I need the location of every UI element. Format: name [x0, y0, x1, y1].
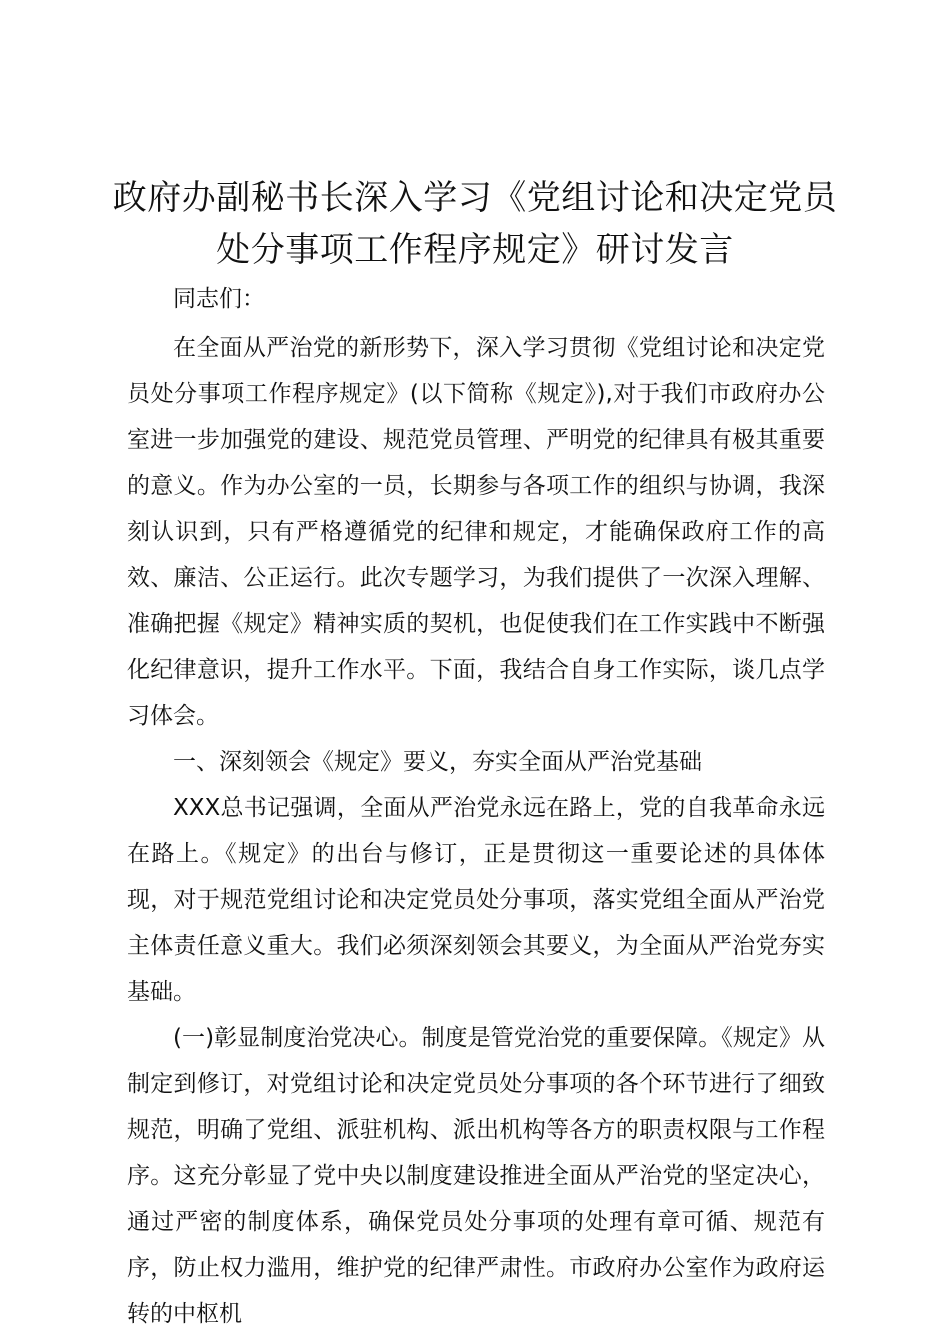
section-heading-1: 一、深刻领会《规定》要义，夯实全面从严治党基础: [173, 749, 702, 775]
paragraph-intro: 在全面从严治党的新形势下，深入学习贯彻《党组讨论和决定党员处分事项工作程序规定》(以下简称《规定》),对于我们市政府办公室进一步加强党的建设、规范党员管理、严明党的纪律具有极其重要的意义。作为办公室的一员，长期参与各项工作的组织与协调，我深刻认识到，只有严格遵循党的纪律和规定，才能确保政府工作的高效、廉洁、公正运行。此次专题学习，为我们提供了一次深入理解、准确把握《规定》精神实质的契机，也促使我们在工作实践中不断强化纪律意识，提升工作水平。下面，我结合自身工作实际，谈几点学习体会。: [127, 335, 825, 729]
document-title: 政府办副秘书长深入学习《党组讨论和决定党员处分事项工作程序规定》研讨发言: [112, 178, 838, 270]
paragraph-subsection-1: (一)彰显制度治党决心。制度是管党治党的重要保障。《规定》从制定到修订，对党组讨论和决定党员处分事项的各个环节进行了细致规范，明确了党组、派驻机构、派出机构等各方的职责权限与工作程序。这充分彰显了党中央以制度建设推进全面从严治党的坚定决心，通过严密的制度体系，确保党员处分事项的处理有章可循、规范有序，防止权力滥用，维护党的纪律严肃性。市政府办公室作为政府运转的中枢机: [127, 1025, 825, 1327]
document-body: [127, 280, 825, 1337]
paragraph-section-1: XXX总书记强调，全面从严治党永远在路上，党的自我革命永远在路上。《规定》的出台与修订，正是贯彻这一重要论述的具体体现，对于规范党组讨论和决定党员处分事项，落实党组全面从严治党主体责任意义重大。我们必须深刻领会其要义，为全面从严治党夯实基础。: [127, 795, 825, 1005]
salutation: 同志们：: [173, 286, 265, 312]
